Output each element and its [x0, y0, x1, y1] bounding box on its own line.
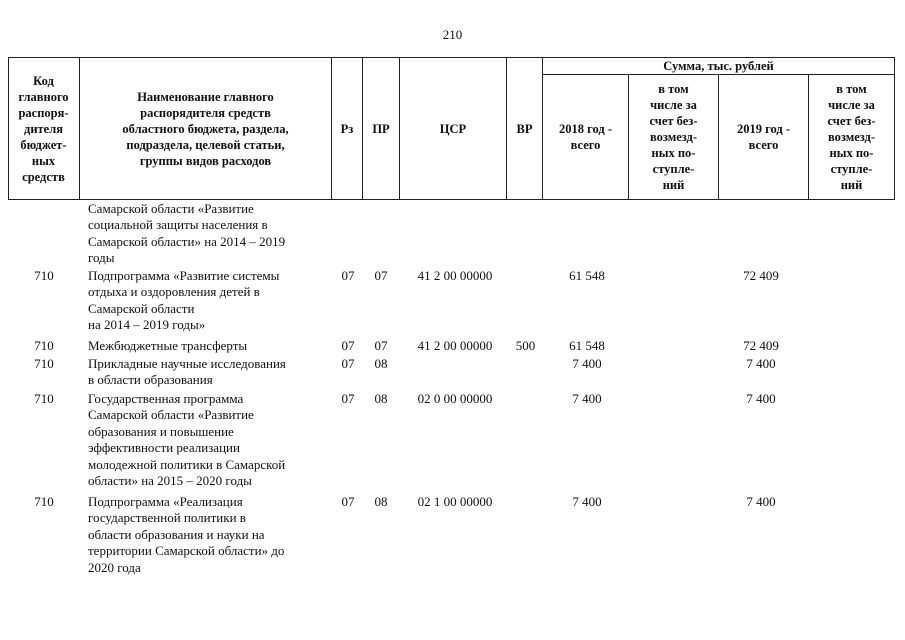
header-incl-2019: в том числе за счет без- возмезд- ных по- ступле- ний	[827, 82, 876, 192]
row-pr: 08	[374, 356, 388, 371]
row-sum-2019: 72 409	[743, 268, 779, 283]
header-bottom-border	[8, 199, 894, 200]
row-csr: 41 2 00 00000	[417, 268, 493, 283]
row-pr: 08	[374, 391, 388, 406]
row-pr: 07	[374, 338, 388, 353]
row-name: Подпрограмма «Развитие системы отдыха и оздоровления детей в Самарской области на 2014 – 2019 годы»	[88, 268, 280, 333]
row-rz: 07	[341, 268, 355, 283]
row-csr: 02 1 00 00000	[417, 494, 493, 509]
row-name: Подпрограмма «Реализация государственной политики в области образования и науки на территории Самарской области» до 2020 года	[88, 494, 285, 575]
header-right-border	[894, 57, 895, 200]
row-sum-2018: 7 400	[572, 494, 602, 509]
header-csr: ЦСР	[439, 121, 467, 136]
row-name: Прикладные научные исследования в области образования	[88, 356, 286, 388]
header-name: Наименование главного распорядителя средств областного бюджета, раздела, подраздела, целевой статьи, группы видов расходов	[122, 89, 289, 168]
row-rz: 07	[341, 391, 355, 406]
header-sum-2018: 2018 год - всего	[559, 122, 612, 152]
row-sum-2018: 61 548	[569, 268, 605, 283]
header-sum-group: Сумма, тыс. рублей	[663, 59, 774, 73]
row-rz: 07	[341, 356, 355, 371]
row-vr: 500	[515, 338, 536, 353]
row-name: Государственная программа Самарской области «Развитие образования и повышение эффективности реализации молодежной политики в Самарской области» на 2015 – 2020 годы	[88, 391, 286, 489]
row-sum-2019: 72 409	[743, 338, 779, 353]
row-code: 710	[34, 356, 54, 371]
header-incl-2018: в том числе за счет без- возмезд- ных по- ступле- ний	[649, 82, 698, 192]
row-csr: 41 2 00 00000	[417, 338, 493, 353]
row-sum-2018: 7 400	[572, 356, 602, 371]
page-number: 210	[442, 27, 463, 42]
row-sum-2019: 7 400	[746, 391, 776, 406]
row-code: 710	[34, 268, 54, 283]
header-pr: ПР	[372, 121, 390, 136]
row-code: 710	[34, 494, 54, 509]
row-pr: 08	[374, 494, 388, 509]
row-sum-2018: 7 400	[572, 391, 602, 406]
row-sum-2019: 7 400	[746, 356, 776, 371]
row-code: 710	[34, 338, 54, 353]
row-sum-2019: 7 400	[746, 494, 776, 509]
row-pr: 07	[374, 268, 388, 283]
row-rz: 07	[341, 338, 355, 353]
header-rz: Рз	[340, 121, 354, 136]
row-name: Самарской области «Развитие социальной защиты населения в Самарской области» на 2014 – 2019 годы	[88, 201, 286, 266]
row-name: Межбюджетные трансферты	[88, 338, 248, 353]
row-csr: 02 0 00 00000	[417, 391, 493, 406]
header-sum-2019: 2019 год - всего	[737, 122, 790, 152]
header-code: Код главного распоря- дителя бюджет- ных средств	[18, 73, 69, 184]
row-code: 710	[34, 391, 54, 406]
row-rz: 07	[341, 494, 355, 509]
header-vr: ВР	[516, 121, 533, 136]
row-sum-2018: 61 548	[569, 338, 605, 353]
